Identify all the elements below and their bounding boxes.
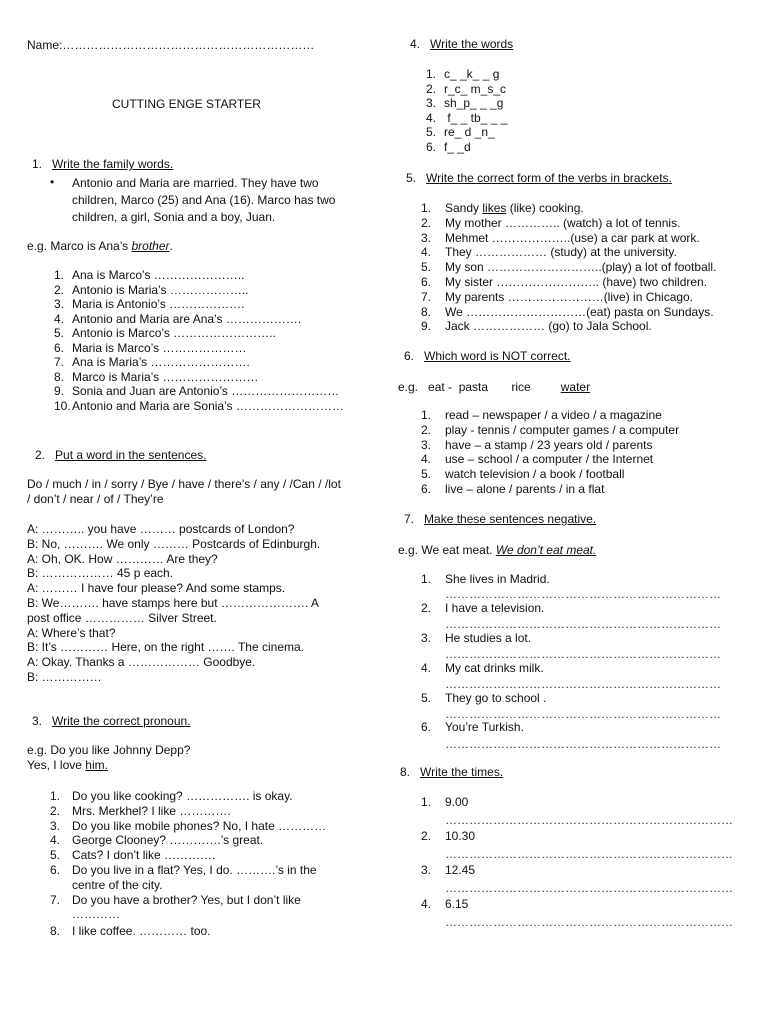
list-item	[54, 268, 344, 283]
section-8-number: 8.	[400, 765, 411, 779]
item-number: 3.	[421, 230, 432, 245]
section-2-title: Put a word in the sentences.	[55, 448, 207, 462]
dialogue-line: B: ……………	[27, 669, 102, 684]
item-number: 6.	[421, 274, 432, 289]
item-number: 2.	[54, 282, 65, 297]
item-text: play - tennis / computer games / a computer	[445, 422, 680, 437]
bullet-line: children, a girl, Sonia and a boy, Juan.	[72, 210, 276, 224]
item-text: live – alone / parents / in a flat	[445, 481, 605, 496]
item-text: I like coffee. ………… too.	[72, 924, 211, 939]
section-6-number: 6.	[404, 349, 415, 363]
example-text: Yes, I love	[27, 758, 86, 772]
section-6-title: Which word is NOT correct.	[424, 349, 571, 363]
item-text: My sister …………………….. (have) two children.	[445, 274, 708, 289]
word-bank	[27, 477, 341, 507]
section-1-title: Write the family words.	[52, 157, 174, 171]
item-number: 2.	[421, 601, 432, 615]
dialogue-line: B: No, ………. We only ……… Postcards of Edinburgh.	[27, 536, 321, 551]
list-item-continuation	[50, 878, 326, 893]
example-text: e.g. We eat meat.	[398, 543, 496, 557]
item-text: Sandy	[445, 201, 483, 215]
item-number: 2.	[50, 803, 61, 818]
item-number: 9.	[54, 384, 65, 398]
item-number: 5.	[421, 467, 432, 482]
item-number: 4.	[54, 311, 65, 326]
list-item	[421, 467, 679, 482]
example-suffix: .	[169, 239, 173, 253]
list-item	[421, 231, 716, 246]
list-item	[50, 833, 326, 848]
item-text: 6.15	[445, 897, 469, 911]
answer-line[interactable]: ……………………………………………………………	[445, 677, 721, 691]
item-number: 6.	[421, 720, 432, 734]
list-item	[50, 819, 326, 834]
bullet-paragraph	[72, 175, 335, 226]
dialogue-line: B: It’s ………… Here, on the right ……. The cinema.	[27, 640, 304, 655]
example-text: e.g. eat - pasta rice	[398, 380, 561, 394]
list-item	[426, 140, 507, 155]
list-item	[426, 111, 507, 126]
item-text: I have a television.	[445, 601, 545, 615]
item-number: 9.	[421, 319, 432, 334]
answer-line[interactable]: ……………………………………………………………	[445, 587, 721, 601]
item-number: 4.	[426, 110, 437, 125]
item-text: She lives in Madrid.	[445, 572, 550, 586]
item-text: f_ _ tb_ _ _	[444, 110, 508, 125]
section-8-heading	[400, 765, 503, 780]
example-text: e.g. Marco is Ana’s	[27, 239, 132, 253]
item-number: 5.	[426, 125, 437, 139]
list-item: 1. Sandy likes (like) cooking.	[421, 201, 584, 215]
item-text: Antonio and Maria are Ana’s ……………….	[72, 311, 302, 326]
list-item	[421, 290, 716, 305]
item-text: Maria is Antonio’s ……………….	[72, 297, 245, 311]
item-text: Antonio is Maria’s ………………..	[72, 282, 249, 297]
bullet-line: • Antonio and Maria are married. They have two	[72, 176, 319, 190]
section-7-example	[398, 543, 596, 558]
list-item	[50, 804, 326, 819]
dialogue-line: A: ……… I have four please? And some stamps.	[27, 581, 286, 596]
item-text: f_ _d	[444, 139, 471, 154]
section-1-number: 1.	[32, 157, 43, 171]
section-8-title: Write the times.	[420, 765, 504, 779]
worksheet-title: CUTTING ENGE STARTER	[112, 97, 261, 111]
list-item	[50, 848, 326, 863]
item-number: 5.	[54, 326, 65, 340]
item-number: 3.	[54, 297, 65, 311]
time-item	[421, 829, 475, 844]
list-item	[54, 384, 344, 399]
list-item	[421, 319, 716, 334]
item-text: Antonio and Maria are Sonia’s ………………………	[72, 398, 344, 413]
section-6-example	[398, 380, 590, 395]
item-text: Mehmet ………………..(use) a car park at work.	[445, 230, 700, 245]
item-text: 12.45	[445, 863, 476, 877]
word-bank-line: / don’t / near / of / They’re	[27, 492, 164, 506]
section-3-heading	[32, 714, 191, 729]
list-item	[421, 438, 679, 453]
example-answer: likes	[482, 201, 507, 215]
list-item	[54, 341, 344, 356]
item-number: 1.	[426, 67, 437, 81]
item-number: 4.	[421, 661, 432, 675]
item-number: 6.	[50, 862, 61, 877]
item-text: Cats? I don’t like ………….	[72, 848, 216, 863]
item-text: re_ d _n_	[444, 125, 495, 139]
list-item	[421, 305, 716, 320]
list-item	[50, 863, 326, 878]
item-number: 7.	[50, 892, 61, 907]
example-answer: brother	[131, 239, 170, 253]
item-text: sh_p_ _ _g	[444, 96, 504, 110]
item-number: 6.	[421, 481, 432, 496]
item-number: 4.	[421, 245, 432, 260]
answer-line[interactable]: ……………………………………………………………	[445, 617, 721, 631]
example-answer: We don’t eat meat.	[495, 543, 597, 557]
item-number: 2.	[421, 215, 432, 230]
section-2-heading	[35, 448, 206, 463]
item-text: (like) cooking.	[506, 201, 584, 215]
answer-line[interactable]: ………………………………………………………………	[445, 813, 733, 827]
item-text: Do you live in a flat? Yes, I do. ……….’s in the	[72, 862, 317, 877]
item-number: 4.	[50, 833, 61, 848]
negative-item	[421, 601, 544, 616]
item-text: George Clooney? ………….’s great.	[72, 833, 264, 848]
item-text: Maria is Marco’s …………………	[72, 340, 247, 355]
section-1-list	[54, 268, 344, 413]
item-text: They ……………… (study) at the university.	[445, 245, 677, 260]
section-6-heading	[404, 349, 571, 364]
item-number: 7.	[54, 355, 65, 369]
list-item	[421, 452, 679, 467]
item-text: have – a stamp / 23 years old / parents	[445, 437, 653, 452]
item-text: use – school / a computer / the Internet	[445, 452, 654, 467]
list-item	[54, 399, 344, 414]
item-number: 1.	[421, 795, 432, 809]
item-text: He studies a lot.	[445, 631, 532, 645]
answer-line[interactable]: ……………………………………………………………	[445, 707, 721, 721]
list-item	[421, 260, 716, 275]
item-text: We …………………………(eat) pasta on Sundays.	[445, 304, 714, 319]
item-number: 7.	[421, 289, 432, 304]
section-1-heading	[32, 157, 173, 172]
time-item	[421, 863, 475, 878]
item-text: c_ _k_ _ g	[444, 67, 500, 81]
section-4-heading	[410, 37, 513, 52]
item-number: 5.	[50, 848, 61, 863]
section-1-example	[27, 239, 173, 254]
item-text: …………	[72, 907, 120, 922]
section-5-title: Write the correct form of the verbs in brackets.	[426, 171, 672, 185]
list-item	[54, 326, 344, 341]
negative-item	[421, 631, 531, 646]
section-3-example	[27, 743, 190, 773]
item-text: They go to school .	[445, 691, 547, 705]
item-number: 1.	[54, 268, 65, 282]
item-text: r_c_ m_s_c	[444, 81, 507, 96]
section-5-number: 5.	[406, 171, 417, 185]
item-number: 5.	[421, 260, 432, 275]
item-number: 3.	[426, 96, 437, 110]
item-number: 3.	[50, 818, 61, 833]
section-5-list	[421, 201, 716, 334]
item-number: 6.	[426, 139, 437, 154]
item-text: read – newspaper / a video / a magazine	[445, 408, 662, 422]
answer-line[interactable]: ………………………………………………………………	[445, 881, 733, 895]
negative-item	[421, 661, 544, 676]
section-7-heading	[404, 512, 596, 527]
item-number: 3.	[421, 863, 432, 877]
list-item	[426, 125, 507, 140]
answer-line[interactable]: ………………………………………………………………	[445, 847, 733, 861]
section-4-title: Write the words	[430, 37, 514, 51]
item-text: Marco is Maria’s ……………………	[72, 369, 259, 384]
negative-item	[421, 720, 524, 735]
item-number: 3.	[421, 631, 432, 645]
negative-item	[421, 691, 546, 706]
dialogue-line: B: ……………… 45 p each.	[27, 566, 174, 581]
item-text: Ana is Maria’s …………………….	[72, 355, 250, 369]
item-text: centre of the city.	[72, 877, 163, 892]
item-text: My parents ……………………(live) in Chicago.	[445, 289, 694, 304]
item-number: 2.	[426, 81, 437, 96]
item-text: My cat drinks milk.	[445, 661, 544, 675]
item-text: You’re Turkish.	[445, 720, 524, 734]
section-3-number: 3.	[32, 714, 43, 728]
answer-line[interactable]: ……………………………………………………………	[445, 647, 721, 661]
section-1-bullet	[72, 175, 335, 226]
list-item	[54, 312, 344, 327]
name-line: Name:………………………………………………………	[27, 38, 315, 52]
item-number: 1.	[50, 789, 61, 803]
list-item	[421, 275, 716, 290]
item-text: Mrs. Merkhel? I like ………….	[72, 803, 231, 818]
item-number: 8.	[421, 304, 432, 319]
section-2-number: 2.	[35, 448, 46, 462]
section-4-list	[426, 67, 507, 154]
section-3-list	[50, 789, 326, 939]
list-item	[426, 82, 507, 97]
section-7-number: 7.	[404, 512, 415, 526]
list-item	[50, 789, 326, 804]
bullet-line: children, Marco (25) and Ana (16). Marco has two	[72, 193, 336, 207]
item-number: 2.	[421, 422, 432, 437]
section-4-number: 4.	[410, 37, 421, 51]
item-text: Jack ……………… (go) to Jala School.	[445, 319, 652, 334]
word-bank-line: Do / much / in / sorry / Bye / have / there’s / any / /Can / /lot	[27, 477, 341, 491]
answer-line[interactable]: ………………………………………………………………	[445, 915, 733, 929]
example-line: e.g. Do you like Johnny Depp?	[27, 743, 191, 757]
list-item	[426, 96, 507, 111]
item-text: Do you like mobile phones? No, I hate …………	[72, 818, 327, 833]
section-5-heading	[406, 171, 672, 186]
list-item-continuation	[50, 907, 326, 922]
item-text: Ana is Marco’s …………………..	[72, 268, 245, 282]
dialogue-line: A: Okay. Thanks a ……………… Goodbye.	[27, 655, 256, 670]
section-6-list	[421, 408, 679, 497]
list-item	[421, 482, 679, 497]
example-answer: him.	[85, 758, 108, 772]
item-number: 10.	[54, 398, 71, 413]
answer-line[interactable]: ……………………………………………………………	[445, 737, 721, 751]
item-text: My mother ………….. (watch) a lot of tennis.	[445, 215, 681, 230]
item-text: Do you like cooking? ……………. is okay.	[72, 789, 293, 803]
dialogue-line: A: ……….. you have ……… postcards of London?	[27, 522, 295, 536]
dialogue-line: post office …………… Silver Street.	[27, 610, 217, 625]
time-item	[421, 795, 468, 810]
list-item	[421, 216, 716, 231]
dialogue-line: A: Oh, OK. How ………… Are they?	[27, 551, 218, 566]
example-answer: water	[560, 380, 591, 394]
item-number: 3.	[421, 437, 432, 452]
item-text: 9.00	[445, 795, 469, 809]
list-item	[421, 423, 679, 438]
list-item	[54, 297, 344, 312]
dialogue-line: B: We………. have stamps here but …………………. A	[27, 595, 319, 610]
dialogue-line: A: Where’s that?	[27, 625, 116, 640]
item-number: 1.	[421, 408, 432, 422]
item-text: My son ………………………..(play) a lot of football.	[445, 260, 717, 275]
list-item	[54, 370, 344, 385]
dialogue	[27, 522, 320, 685]
list-item	[54, 283, 344, 298]
item-number: 8.	[54, 369, 65, 384]
example-line	[27, 758, 190, 773]
item-number: 2.	[421, 829, 432, 843]
item-text: Antonio is Marco’s ……………………..	[72, 326, 276, 340]
item-number: 5.	[421, 691, 432, 705]
item-number: 4.	[421, 897, 432, 911]
section-3-title: Write the correct pronoun.	[52, 714, 191, 728]
item-text: watch television / a book / football	[445, 467, 625, 482]
time-item	[421, 897, 468, 912]
list-item	[54, 355, 344, 370]
item-text: 10.30	[445, 829, 476, 843]
negative-item	[421, 572, 550, 587]
item-text: Sonia and Juan are Antonio’s ………………………	[72, 384, 340, 398]
list-item	[426, 67, 507, 82]
list-item	[50, 924, 326, 939]
list-item	[421, 408, 679, 423]
item-number: 6.	[54, 340, 65, 355]
list-item	[50, 893, 326, 908]
item-number: 8.	[50, 924, 61, 939]
item-number: 4.	[421, 452, 432, 467]
list-item	[421, 245, 716, 260]
item-number: 1.	[421, 572, 432, 586]
item-text: Do you have a brother? Yes, but I don’t like	[72, 892, 301, 907]
section-7-title: Make these sentences negative.	[424, 512, 597, 526]
